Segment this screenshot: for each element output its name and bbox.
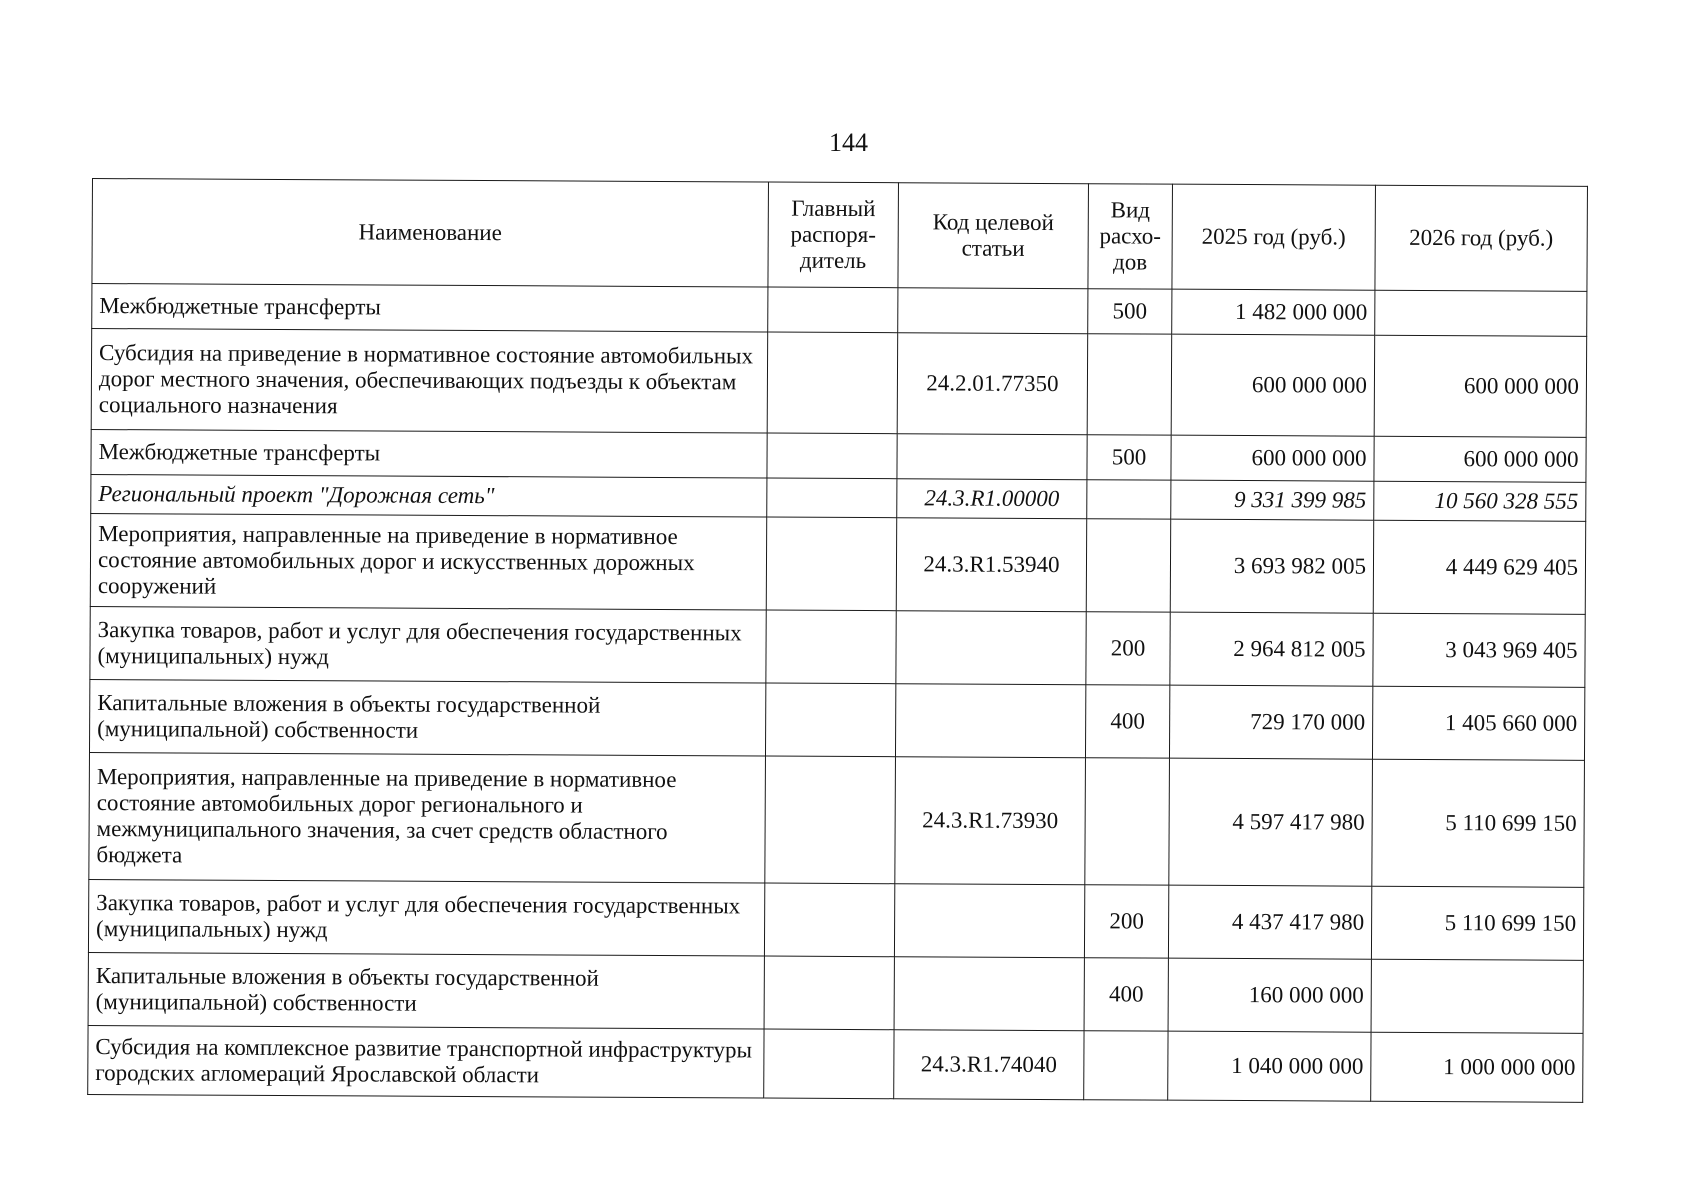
row-main-manager [768, 287, 898, 333]
row-amount-2026 [1375, 290, 1587, 336]
row-main-manager [766, 610, 896, 684]
row-main-manager [767, 478, 897, 518]
table-row [91, 329, 1587, 438]
table-row [88, 879, 1583, 960]
budget-table-wrapper [87, 178, 1587, 1103]
table-header-row [92, 179, 1588, 292]
row-main-manager [764, 1029, 894, 1099]
row-target-code [897, 434, 1087, 480]
row-target-code: 24.3.R1.53940 [896, 518, 1086, 612]
row-amount-2025: 9 331 399 985 [1171, 480, 1374, 520]
row-expense-type [1087, 480, 1171, 519]
header-year-2026: 2026 год (руб.) [1375, 185, 1588, 291]
row-target-code [894, 957, 1084, 1031]
row-main-manager [767, 433, 897, 479]
row-name: Межбюджетные трансферты [91, 429, 767, 478]
row-main-manager [764, 956, 894, 1030]
row-main-manager [765, 756, 896, 884]
row-amount-2026: 5 110 699 150 [1372, 759, 1585, 887]
row-amount-2025: 729 170 000 [1169, 685, 1372, 759]
row-amount-2026 [1371, 959, 1583, 1033]
row-target-code [896, 611, 1086, 685]
row-name: Капитальные вложения в объекты государственной (муниципальной) собственности [88, 952, 764, 1029]
table-row [90, 513, 1585, 614]
row-target-code [895, 684, 1085, 758]
row-target-code: 24.3.R1.73930 [895, 757, 1086, 885]
row-main-manager [766, 517, 896, 611]
row-expense-type [1084, 1031, 1168, 1100]
table-row [91, 429, 1586, 482]
row-target-code: 24.3.R1.74040 [894, 1030, 1084, 1100]
header-name: Наименование [92, 179, 769, 288]
header-main-manager: Главный распоря-дитель [768, 182, 899, 288]
row-expense-type: 500 [1087, 435, 1171, 480]
row-target-code [894, 884, 1084, 958]
row-expense-type: 200 [1084, 885, 1168, 958]
row-name: Региональный проект "Дорожная сеть" [91, 474, 767, 517]
row-amount-2025: 4 437 417 980 [1168, 885, 1371, 959]
row-expense-type: 200 [1086, 612, 1170, 685]
row-amount-2025: 600 000 000 [1171, 435, 1374, 481]
row-amount-2025: 600 000 000 [1171, 334, 1375, 436]
row-amount-2026: 3 043 969 405 [1373, 613, 1585, 687]
row-expense-type [1087, 334, 1172, 435]
row-expense-type: 500 [1088, 289, 1172, 334]
row-name: Субсидия на комплексное развитие транспортной инфраструктуры городских агломераций Ярославской области [88, 1025, 764, 1098]
header-year-2025: 2025 год (руб.) [1172, 184, 1376, 290]
row-expense-type [1086, 519, 1170, 612]
row-amount-2025: 2 964 812 005 [1170, 612, 1373, 686]
row-name: Закупка товаров, работ и услуг для обеспечения государственных (муниципальных) нужд [90, 606, 766, 683]
budget-table [87, 178, 1588, 1103]
row-expense-type: 400 [1085, 685, 1169, 758]
row-name: Капитальные вложения в объекты государственной (муниципальной) собственности [89, 679, 765, 756]
row-main-manager [764, 883, 894, 957]
row-amount-2025: 1 482 000 000 [1172, 289, 1375, 335]
table-row [89, 679, 1584, 760]
row-target-code [898, 288, 1088, 334]
row-amount-2026: 5 110 699 150 [1371, 886, 1583, 960]
row-name: Мероприятия, направленные на приведение в нормативное состояние автомобильных дорог и искусственных дорожных сооружений [90, 513, 766, 610]
table-row [88, 1025, 1583, 1102]
page-number: 144 [829, 128, 868, 157]
row-name: Закупка товаров, работ и услуг для обеспечения государственных (муниципальных) нужд [88, 879, 764, 956]
row-name: Мероприятия, направленные на приведение в нормативное состояние автомобильных дорог регионального и межмуниципального значения, за счет средств областного бюджета [89, 752, 766, 883]
row-main-manager [767, 332, 898, 434]
table-row [92, 284, 1587, 337]
table-row [88, 952, 1583, 1033]
row-amount-2025: 160 000 000 [1168, 958, 1371, 1032]
row-amount-2026: 600 000 000 [1374, 436, 1586, 482]
header-target-code: Код целевой статьи [898, 183, 1089, 289]
row-expense-type [1085, 758, 1170, 885]
row-amount-2026: 1 405 660 000 [1372, 686, 1584, 760]
row-target-code: 24.2.01.77350 [897, 333, 1088, 435]
row-amount-2026: 4 449 629 405 [1373, 520, 1585, 614]
row-amount-2026: 1 000 000 000 [1371, 1032, 1583, 1102]
row-amount-2025: 4 597 417 980 [1169, 758, 1373, 886]
row-amount-2025: 3 693 982 005 [1170, 519, 1373, 613]
row-expense-type: 400 [1084, 958, 1168, 1031]
row-main-manager [765, 683, 895, 757]
header-expense-type: Вид расхо-дов [1088, 184, 1173, 289]
row-name: Межбюджетные трансферты [92, 284, 768, 333]
table-row [90, 606, 1585, 687]
table-row [89, 752, 1585, 887]
row-amount-2026: 10 560 328 555 [1374, 481, 1586, 521]
row-amount-2025: 1 040 000 000 [1168, 1031, 1371, 1101]
row-target-code: 24.3.R1.00000 [897, 479, 1087, 519]
row-name: Субсидия на приведение в нормативное состояние автомобильных дорог местного значения, обеспечивающих подъезды к объектам социального назначения [91, 329, 768, 434]
row-amount-2026: 600 000 000 [1374, 335, 1587, 437]
